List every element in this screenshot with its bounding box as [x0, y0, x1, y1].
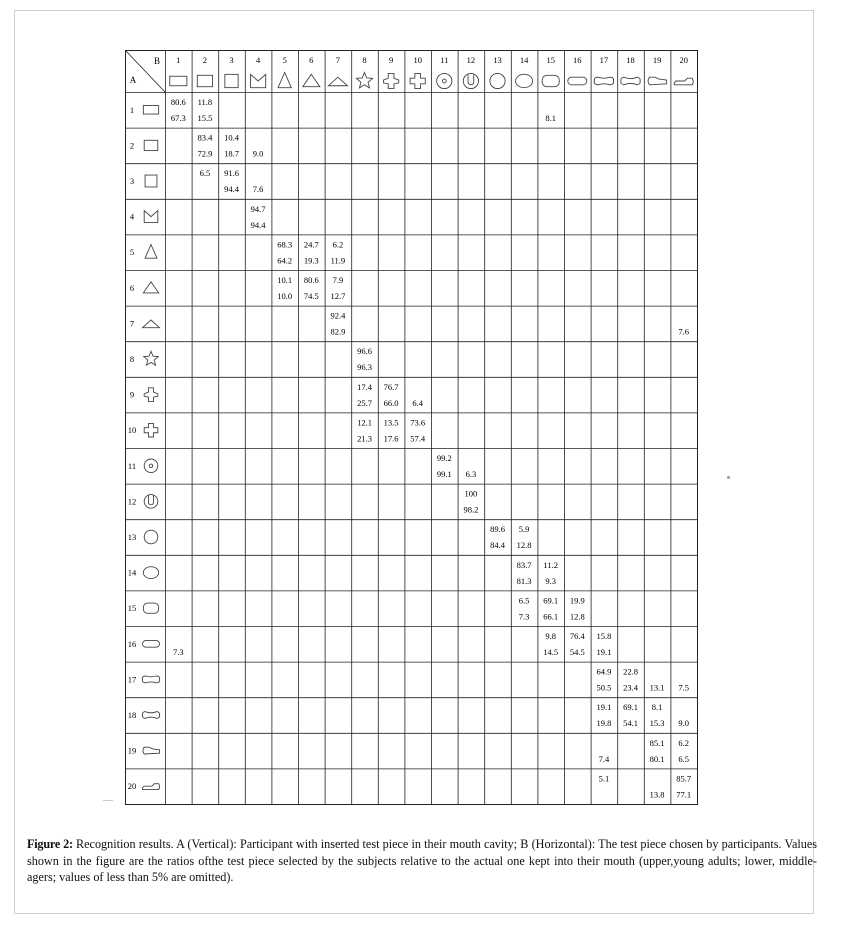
cell-value-middle-aged: 12.7	[330, 291, 346, 301]
row-number: 1	[129, 104, 135, 115]
ring-dot-icon	[144, 459, 158, 473]
cell-value-middle-aged: 7.6	[252, 184, 264, 195]
row-number: 18	[127, 710, 137, 720]
cell-value-middle-aged: 25.7	[357, 397, 372, 408]
rect-wide-icon	[170, 76, 187, 86]
circle-icon	[490, 73, 505, 88]
cell-value-middle-aged: 6.3	[465, 469, 477, 479]
column-number: 4	[255, 55, 261, 65]
cell-value-middle-aged: 84.4	[490, 540, 505, 551]
column-number: 8	[362, 55, 367, 65]
column-number: 3	[229, 55, 234, 65]
row-number: 4	[129, 211, 135, 222]
cell-value-middle-aged: 74.5	[303, 291, 319, 301]
triangle-tall-icon	[145, 245, 157, 259]
row-number: 17	[127, 674, 137, 685]
capsule-icon	[568, 77, 587, 85]
column-number: 13	[493, 55, 502, 65]
row-number: 20	[127, 781, 137, 792]
column-number: 5	[282, 55, 287, 65]
cell-value-young: 5.1	[598, 773, 610, 784]
row-number: 7	[129, 318, 135, 329]
cell-value-young: 100	[464, 488, 478, 499]
cell-value-middle-aged: 8.1	[545, 113, 557, 123]
cell-value-young: 73.6	[410, 417, 426, 428]
cell-value-young: 94.7	[250, 203, 266, 214]
cell-value-young: 76.4	[569, 631, 585, 641]
cell-value-middle-aged: 77.1	[676, 789, 692, 800]
column-number: 11	[440, 55, 449, 65]
cell-value-young: 10.4	[224, 132, 239, 143]
dumbbell-icon	[142, 676, 159, 683]
cell-value-middle-aged: 19.8	[596, 718, 612, 729]
cell-value-middle-aged: 9.0	[678, 718, 690, 729]
column-number: 20	[679, 55, 688, 65]
cell-value-middle-aged: 72.9	[197, 148, 213, 159]
cell-value-middle-aged: 6.4	[412, 397, 424, 408]
recognition-matrix	[125, 50, 698, 815]
cell-value-young: 96.6	[357, 346, 372, 357]
cell-value-middle-aged: 12.8	[569, 611, 585, 622]
triangle-flat-icon	[328, 77, 347, 86]
capsule-icon	[143, 640, 160, 647]
horseshoe-icon	[463, 73, 478, 88]
cross-rounded-icon	[144, 388, 158, 402]
cell-value-young: 19.1	[596, 702, 612, 713]
cell-value-middle-aged: 15.5	[197, 113, 213, 123]
dumbbell-long-icon	[621, 77, 640, 85]
horseshoe-icon	[144, 495, 158, 509]
cell-value-middle-aged: 81.3	[516, 575, 532, 586]
cell-value-middle-aged: 7.3	[518, 611, 530, 622]
oval-icon	[143, 567, 158, 579]
cell-value-middle-aged: 96.3	[357, 362, 372, 373]
dumbbell-icon	[594, 77, 613, 85]
cell-value-middle-aged: 9.3	[545, 575, 557, 586]
column-number: 14	[519, 55, 529, 65]
triangle-mid-icon	[303, 74, 320, 86]
column-number: 17	[599, 55, 609, 65]
cell-value-young: 15.8	[596, 631, 612, 641]
cell-value-middle-aged: 17.6	[383, 433, 399, 444]
triangle-mid-icon	[143, 282, 158, 293]
cell-value-middle-aged: 7.6	[678, 326, 690, 337]
cell-value-middle-aged: 13.8	[649, 789, 665, 800]
cross-icon	[410, 73, 425, 88]
cell-value-young: 76.7	[383, 381, 399, 392]
cell-value-young: 91.6	[224, 168, 239, 179]
cell-value-middle-aged: 9.0	[252, 148, 264, 159]
cell-value-young: 19.9	[569, 595, 585, 606]
corner-label-a: A	[129, 75, 137, 85]
key-icon	[143, 747, 160, 754]
cell-value-young: 24.7	[303, 239, 319, 250]
row-number: 6	[129, 282, 135, 293]
row-number: 10	[127, 425, 137, 436]
cell-value-young: 6.2	[678, 737, 690, 748]
row-number: 2	[129, 140, 135, 151]
cell-value-young: 11.8	[197, 97, 213, 107]
row-number: 3	[129, 176, 135, 186]
row-number: 5	[129, 247, 135, 258]
key-icon	[648, 77, 667, 85]
cell-value-middle-aged: 7.4	[598, 753, 610, 764]
cell-value-middle-aged: 11.9	[330, 255, 346, 266]
cell-value-middle-aged: 18.7	[224, 148, 239, 159]
cell-value-young: 92.4	[330, 310, 346, 321]
cell-value-young: 69.1	[623, 702, 638, 713]
row-number: 9	[129, 389, 135, 400]
cell-value-middle-aged: 98.2	[463, 504, 479, 515]
cell-value-middle-aged: 54.1	[623, 718, 638, 729]
row-number: 14	[127, 567, 137, 578]
column-number: 16	[573, 55, 582, 65]
notched-rect-icon	[144, 211, 158, 223]
oval-icon	[516, 74, 533, 87]
flat-key-icon	[143, 784, 160, 790]
cell-value-young: 5.9	[518, 524, 530, 535]
cell-value-young: 64.9	[596, 666, 612, 677]
cell-value-middle-aged: 57.4	[410, 433, 426, 444]
cell-value-young: 11.2	[543, 559, 558, 570]
cell-value-middle-aged: 50.5	[596, 682, 612, 693]
cell-value-middle-aged: 54.5	[569, 647, 585, 657]
caption-text: Recognition results. A (Vertical): Participant with inserted test piece in their mouth cavity; B (Horizontal): The test piece chosen by participants. Values shown in the figure are the ratios ofthe test piece selected by the subjects relative to the actual one kept into their mouth (upper,young adults; lower, middle-agers; values of less than 5% are omitted).	[27, 837, 817, 884]
dumbbell-long-icon	[142, 712, 159, 719]
cell-value-middle-aged: 14.5	[543, 647, 559, 657]
figure-caption	[27, 836, 817, 886]
cell-value-young: 89.6	[490, 524, 505, 535]
cell-value-middle-aged: 19.3	[303, 255, 319, 266]
notched-rect-icon	[251, 74, 266, 87]
rect-wide-icon	[143, 106, 158, 115]
rect-square-small-icon	[144, 140, 158, 150]
cell-value-middle-aged: 13.1	[649, 682, 665, 693]
cell-value-young: 8.1	[651, 702, 663, 713]
row-number: 16	[127, 638, 137, 649]
cell-value-middle-aged: 15.3	[649, 718, 665, 729]
row-number: 19	[127, 745, 137, 756]
cell-value-middle-aged: 82.9	[330, 326, 346, 337]
column-number: 1	[176, 55, 181, 65]
circle-icon	[144, 530, 158, 544]
cell-value-young: 6.5	[518, 595, 530, 606]
flat-key-icon	[674, 78, 693, 85]
cell-value-middle-aged: 94.4	[250, 219, 266, 230]
cell-value-young: 6.2	[332, 239, 344, 250]
cell-value-young: 9.8	[545, 631, 557, 641]
row-number: 15	[127, 603, 137, 614]
row-number: 11	[127, 460, 137, 471]
rounded-rect-icon	[143, 603, 158, 613]
column-number: 19	[652, 55, 662, 65]
column-number: 6	[309, 55, 314, 65]
cell-value-middle-aged: 7.3	[172, 647, 184, 657]
cell-value-young: 10.1	[277, 275, 293, 285]
triangle-tall-icon	[278, 72, 291, 87]
column-number: 2	[202, 55, 208, 65]
row-number: 8	[129, 354, 135, 364]
cell-value-young: 6.5	[199, 168, 211, 179]
corner-label-b: B	[153, 56, 161, 66]
cell-value-young: 85.7	[676, 773, 692, 784]
star-icon	[356, 72, 372, 87]
rect-square-small-icon	[197, 75, 212, 86]
column-number: 10	[413, 55, 422, 65]
rounded-rect-icon	[542, 75, 559, 86]
cell-value-middle-aged: 64.2	[277, 255, 293, 266]
cell-value-young: 85.1	[649, 737, 665, 748]
cell-value-middle-aged: 67.3	[170, 113, 186, 123]
cell-value-young: 13.5	[383, 417, 399, 428]
cross-rounded-icon	[384, 73, 399, 88]
cell-value-young: 80.6	[303, 275, 319, 285]
cell-value-young: 69.1	[543, 595, 559, 606]
rect-square-icon	[145, 175, 157, 187]
cell-value-middle-aged: 6.5	[678, 753, 690, 764]
cell-value-middle-aged: 10.0	[277, 291, 293, 301]
cell-value-middle-aged: 19.1	[596, 647, 612, 657]
column-number: 9	[388, 55, 394, 65]
cell-value-young: 22.8	[623, 666, 638, 677]
cell-value-young: 68.3	[277, 239, 293, 250]
cell-value-young: 83.4	[197, 132, 213, 143]
column-number: 18	[626, 55, 635, 65]
cell-value-middle-aged: 80.1	[649, 753, 665, 764]
cross-icon	[144, 423, 158, 437]
scan-speck	[727, 476, 730, 479]
star-icon	[144, 351, 159, 365]
cell-value-middle-aged: 66.1	[543, 611, 559, 622]
column-number: 15	[546, 55, 555, 65]
triangle-flat-icon	[143, 320, 160, 328]
column-number: 7	[335, 55, 341, 65]
ring-dot-icon	[437, 73, 452, 88]
cell-value-young: 80.6	[170, 97, 186, 107]
row-number: 12	[127, 496, 137, 507]
cell-value-middle-aged: 7.5	[678, 682, 690, 693]
cell-value-young: 83.7	[516, 559, 532, 570]
cell-value-young: 7.9	[332, 275, 344, 285]
cell-value-middle-aged: 66.0	[383, 397, 399, 408]
cell-value-middle-aged: 12.8	[516, 540, 532, 551]
cell-value-young: 99.2	[436, 453, 452, 463]
cell-value-young: 12.1	[357, 417, 372, 428]
cell-value-middle-aged: 94.4	[224, 184, 239, 195]
caption-label: Figure 2:	[27, 837, 73, 851]
cell-value-middle-aged: 23.4	[623, 682, 638, 693]
cell-value-middle-aged: 21.3	[357, 433, 372, 444]
cell-value-middle-aged: 99.1	[436, 469, 452, 479]
rect-square-icon	[225, 74, 238, 87]
row-number: 13	[127, 532, 137, 542]
column-number: 12	[466, 55, 476, 65]
cell-value-young: 17.4	[357, 381, 372, 392]
scan-mark	[103, 800, 113, 801]
